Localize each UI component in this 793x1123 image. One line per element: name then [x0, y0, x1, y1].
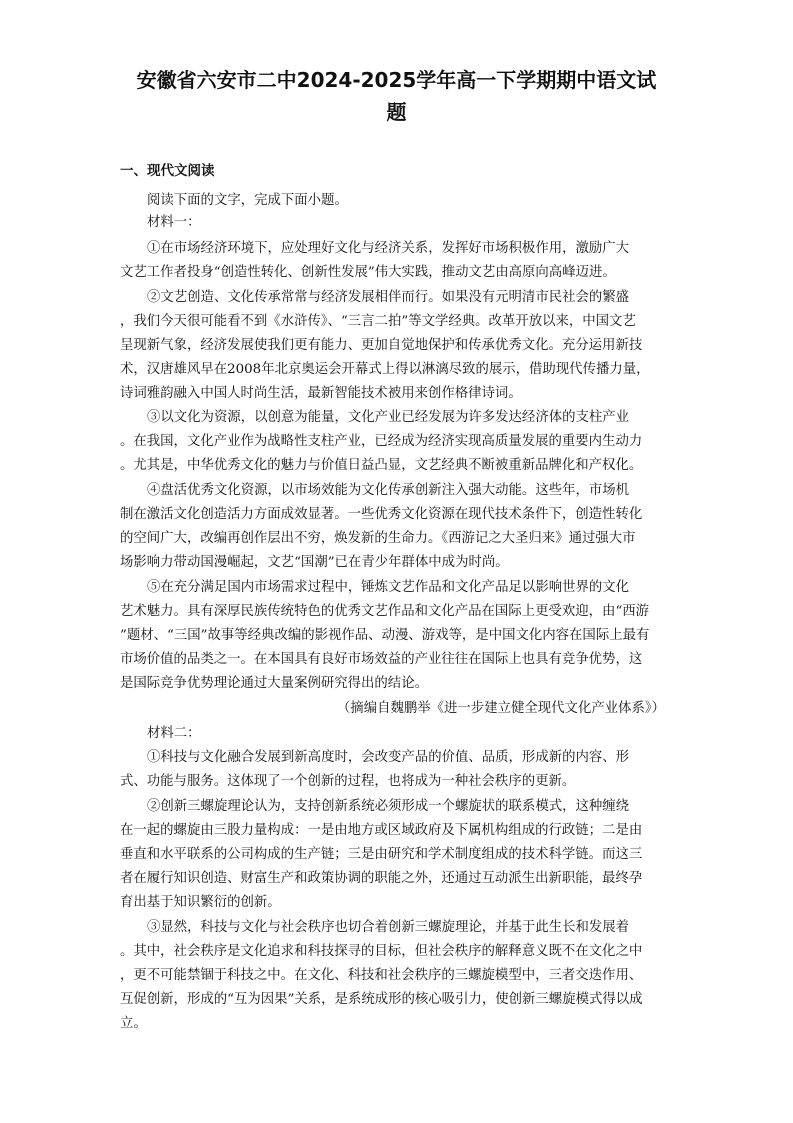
paragraph-line: ④盘活优秀文化资源，以市场效能为文化传承创新注入强大动能。这些年，市场机: [147, 483, 630, 498]
paragraph-line: 在一起的螺旋由三股力量构成：一是由地方或区域政府及下属机构组成的行政链；二是由: [120, 823, 643, 838]
paragraph-line: 垂直和水平联系的公司构成的生产链；三是由研究和学术制度组成的技术科学链。而这三: [120, 847, 643, 862]
paragraph-line: ③以文化为资源，以创意为能量，文化产业已经发展为许多发达经济体的支柱产业: [147, 410, 630, 425]
paragraph-line: ②创新三螺旋理论认为，支持创新系统必须形成一个螺旋状的联系模式，这种缠绕: [147, 799, 630, 814]
paragraph-line: ，更不可能禁锢于科技之中。在文化、科技和社会秩序的三螺旋模型中，三者交迭作用、: [120, 968, 643, 983]
paragraph-line: 。其中，社会秩序是文化追求和科技探寻的目标，但社会秩序的解释意义既不在文化之中: [120, 944, 643, 959]
paragraph-line: 式、功能与服务。这体现了一个创新的过程，也将成为一种社会秩序的更新。: [120, 774, 576, 789]
paragraph-line: ②文艺创造、文化传承常常与经济发展相伴而行。如果没有元明清市民社会的繁盛: [147, 290, 630, 305]
paragraph-line: 艺术魅力。具有深厚民族传统特色的优秀文艺作品和文化产品在国际上更受欢迎，由“西游: [120, 604, 650, 619]
document-title-continued: 题: [386, 100, 407, 124]
paragraph-line: 场影响力带动国漫崛起，文艺“国潮”已在青少年群体中成为时尚。: [120, 555, 509, 570]
paragraph-line: 术，汉唐雄风早在2008年北京奥运会开幕式上得以淋漓尽致的展示，借助现代传播力量，: [120, 362, 650, 377]
paragraph-line: 者在履行知识创造、财富生产和政策协调的职能之外，还通过互动派生出新职能，最终孕: [120, 871, 643, 886]
paragraph-line: 育出基于知识繁衍的创新。: [120, 895, 281, 910]
document-title: 安徽省六安市二中2024-2025学年高一下学期期中语文试: [136, 68, 657, 92]
paragraph-line: 市场价值的品类之一。在本国具有良好市场效益的产业往往在国际上也具有竞争优势，这: [120, 652, 643, 667]
paragraph-line: 诗词雅韵融入中国人时尚生活，最新智能技术被用来创作格律诗词。: [120, 386, 522, 401]
paragraph-line: 的空间广大，改编再创作层出不穷，焕发新的生命力。《西游记之大圣归来》通过强大市: [120, 531, 636, 546]
material-heading: 材料二：: [147, 726, 201, 741]
paragraph-line: 文艺工作者投身“创造性转化、创新性发展”伟大实践，推动文艺由高原向高峰迈进。: [120, 265, 616, 280]
source-citation: （摘编自魏鹏举《进一步建立健全现代文化产业体系》）: [336, 701, 665, 716]
paragraph-line: ”题材、“三国”故事等经典改编的影视作品、动漫、游戏等，是中国文化内容在国际上最有: [120, 628, 650, 643]
paragraph-line: ①科技与文化融合发展到新高度时，会改变产品的价值、品质，形成新的内容、形: [147, 750, 630, 765]
paragraph-line: ①在市场经济环境下，应处理好文化与经济关系，发挥好市场积极作用，激励广大: [147, 241, 630, 256]
paragraph-line: 呈现新气象，经济发展使我们更有能力、更加自觉地保护和传承优秀文化。充分运用新技: [120, 338, 643, 353]
paragraph-line: 。在我国，文化产业作为战略性支柱产业，已经成为经济实现高质量发展的重要内生动力: [120, 434, 643, 449]
paragraph-line: ③显然，科技与文化与社会秩序也切合着创新三螺旋理论，并基于此生长和发展着: [147, 920, 630, 935]
material-heading: 材料一：: [147, 215, 201, 230]
paragraph-line: 是国际竞争优势理论通过大量案例研究得出的结论。: [120, 676, 428, 691]
paragraph-line: ⑤在充分满足国内市场需求过程中，锤炼文艺作品和文化产品足以影响世界的文化: [147, 580, 630, 595]
paragraph-line: 互促创新，形成的“互为因果”关系，是系统成形的核心吸引力，使创新三螺旋模式得以成: [120, 992, 643, 1007]
instruction-text: 阅读下面的文字，完成下面小题。: [147, 193, 348, 208]
paragraph-line: ，我们今天很可能看不到《水浒传》、“三言二拍”等文学经典。改革开放以来，中国文艺: [120, 314, 636, 329]
paragraph-line: 制在激活文化创造活力方面成效显著。一些优秀文化资源在现代技术条件下，创造性转化: [120, 507, 643, 522]
paragraph-line: 立。: [120, 1016, 147, 1031]
section-heading: 一、现代文阅读: [120, 163, 215, 179]
paragraph-line: 。尤其是，中华优秀文化的魅力与价值日益凸显，文艺经典不断被重新品牌化和产权化。: [120, 458, 643, 473]
